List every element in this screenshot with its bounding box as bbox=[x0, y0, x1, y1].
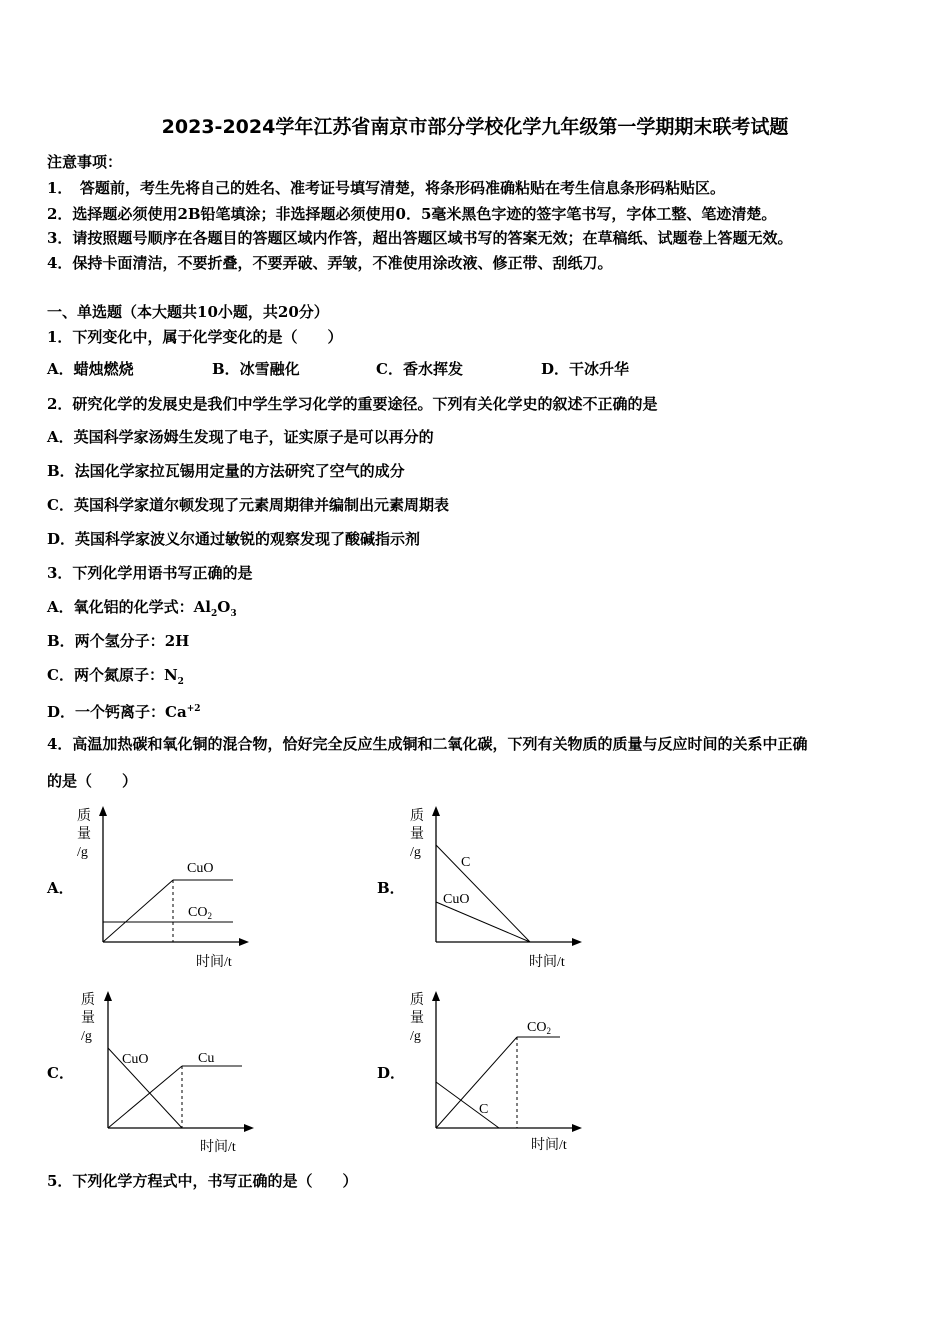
q3-option-d: D．一个钙离子：$Ca^{+2}$ bbox=[47, 703, 201, 721]
label-co2: $CO_2$ bbox=[188, 905, 212, 921]
q1-option-a: A．蜡烛燃烧 bbox=[47, 360, 134, 378]
label-cuo: CuO bbox=[122, 1052, 149, 1067]
x-label: 时间/t bbox=[531, 1138, 567, 1153]
q3-option-c: C．两个氮原子：$N_2$ bbox=[47, 666, 184, 687]
y-axis-arrow bbox=[99, 806, 107, 816]
curve-cu-rise bbox=[108, 1066, 182, 1128]
notice-item-3: 3．请按照题号顺序在各题目的答题区域内作答，超出答题区域书写的答案无效；在草稿纸、试题卷上答题无效。 bbox=[47, 229, 793, 247]
y-label-char-2: 量 bbox=[77, 827, 91, 842]
y-label-char-1: 质 bbox=[77, 809, 91, 824]
q4-option-c: C． bbox=[47, 1064, 74, 1082]
section-heading: 一、单选题（本大题共10小题，共20分） bbox=[47, 303, 329, 321]
q2-option-c: C．英国科学家道尔顿发现了元素周期律并编制出元素周期表 bbox=[47, 496, 449, 514]
q4-graph-a bbox=[70, 800, 270, 975]
curve-cuo bbox=[436, 902, 530, 942]
y-label-char-3: /g bbox=[77, 845, 88, 860]
y-label-char-2: 量 bbox=[81, 1011, 95, 1026]
curve-cuo-rise bbox=[103, 880, 173, 942]
q3-stem: 3．下列化学用语书写正确的是 bbox=[47, 564, 253, 582]
q5-stem: 5．下列化学方程式中，书写正确的是（ ） bbox=[47, 1172, 358, 1190]
label-co2: $CO_2$ bbox=[527, 1020, 551, 1036]
x-label: 时间/t bbox=[196, 955, 232, 970]
q1-stem: 1．下列变化中，属于化学变化的是（ ） bbox=[47, 328, 343, 346]
q3-option-a: A．氧化铝的化学式：$Al_2O_3$ bbox=[47, 598, 237, 619]
notice-item-2: 2．选择题必须使用2B铅笔填涂；非选择题必须使用0．5毫米黑色字迹的签字笔书写，字体工整、笔迹清楚。 bbox=[47, 205, 777, 223]
q4-stem-line2: 的是（ ） bbox=[47, 772, 138, 790]
x-axis-arrow bbox=[572, 1124, 582, 1132]
q4-option-b: B． bbox=[377, 879, 405, 897]
y-axis-arrow bbox=[432, 806, 440, 816]
y-label-char-1: 质 bbox=[410, 993, 424, 1008]
x-label: 时间/t bbox=[529, 955, 565, 970]
q4-option-d: D． bbox=[377, 1064, 406, 1082]
curve-c bbox=[436, 1082, 499, 1128]
q1-option-c: C．香水挥发 bbox=[376, 360, 463, 378]
y-label-char-2: 量 bbox=[410, 827, 424, 842]
y-label-char-3: /g bbox=[410, 1029, 421, 1044]
label-c: C bbox=[479, 1102, 489, 1117]
y-axis-arrow bbox=[104, 991, 112, 1001]
y-label-char-1: 质 bbox=[81, 993, 95, 1008]
x-axis-arrow bbox=[244, 1124, 254, 1132]
q4-graph-d bbox=[403, 985, 603, 1160]
y-label-char-2: 量 bbox=[410, 1011, 424, 1026]
y-label-char-1: 质 bbox=[410, 809, 424, 824]
label-c: C bbox=[461, 855, 471, 870]
x-axis-arrow bbox=[239, 938, 249, 946]
q4-graph-c bbox=[75, 985, 275, 1160]
notice-heading: 注意事项： bbox=[47, 153, 123, 171]
q3-option-b: B．两个氢分子：2H bbox=[47, 632, 190, 650]
notice-item-4: 4．保持卡面清洁，不要折叠，不要弄破、弄皱，不准使用涂改液、修正带、刮纸刀。 bbox=[47, 254, 613, 272]
q2-option-a: A．英国科学家汤姆生发现了电子，证实原子是可以再分的 bbox=[47, 428, 434, 446]
q4-option-a: A． bbox=[47, 879, 74, 897]
curve-co2-rise bbox=[436, 1037, 517, 1128]
q1-option-b: B．冰雪融化 bbox=[212, 360, 300, 378]
page-title: 2023-2024学年江苏省南京市部分学校化学九年级第一学期期末联考试题 bbox=[161, 116, 789, 138]
y-axis-arrow bbox=[432, 991, 440, 1001]
label-cu: Cu bbox=[198, 1051, 215, 1066]
y-label-char-3: /g bbox=[410, 845, 421, 860]
x-label: 时间/t bbox=[200, 1140, 236, 1155]
q2-option-d: D．英国科学家波义尔通过敏锐的观察发现了酸碱指示剂 bbox=[47, 530, 421, 548]
x-axis-arrow bbox=[572, 938, 582, 946]
q2-stem: 2．研究化学的发展史是我们中学生学习化学的重要途径。下列有关化学史的叙述不正确的是 bbox=[47, 395, 658, 413]
y-label-char-3: /g bbox=[81, 1029, 92, 1044]
label-cuo: CuO bbox=[443, 892, 470, 907]
q4-graph-b bbox=[403, 800, 603, 975]
q2-option-b: B．法国化学家拉瓦锡用定量的方法研究了空气的成分 bbox=[47, 462, 405, 480]
label-cuo: CuO bbox=[187, 861, 214, 876]
q4-stem-line1: 4．高温加热碳和氧化铜的混合物，恰好完全反应生成铜和二氧化碳，下列有关物质的质量与反应时间的关系中正确 bbox=[47, 735, 808, 753]
q1-option-d: D．干冰升华 bbox=[541, 360, 630, 378]
notice-item-1: 1． 答题前，考生先将自己的姓名、准考证号填写清楚，将条形码准确粘贴在考生信息条形码粘贴区。 bbox=[47, 179, 725, 197]
